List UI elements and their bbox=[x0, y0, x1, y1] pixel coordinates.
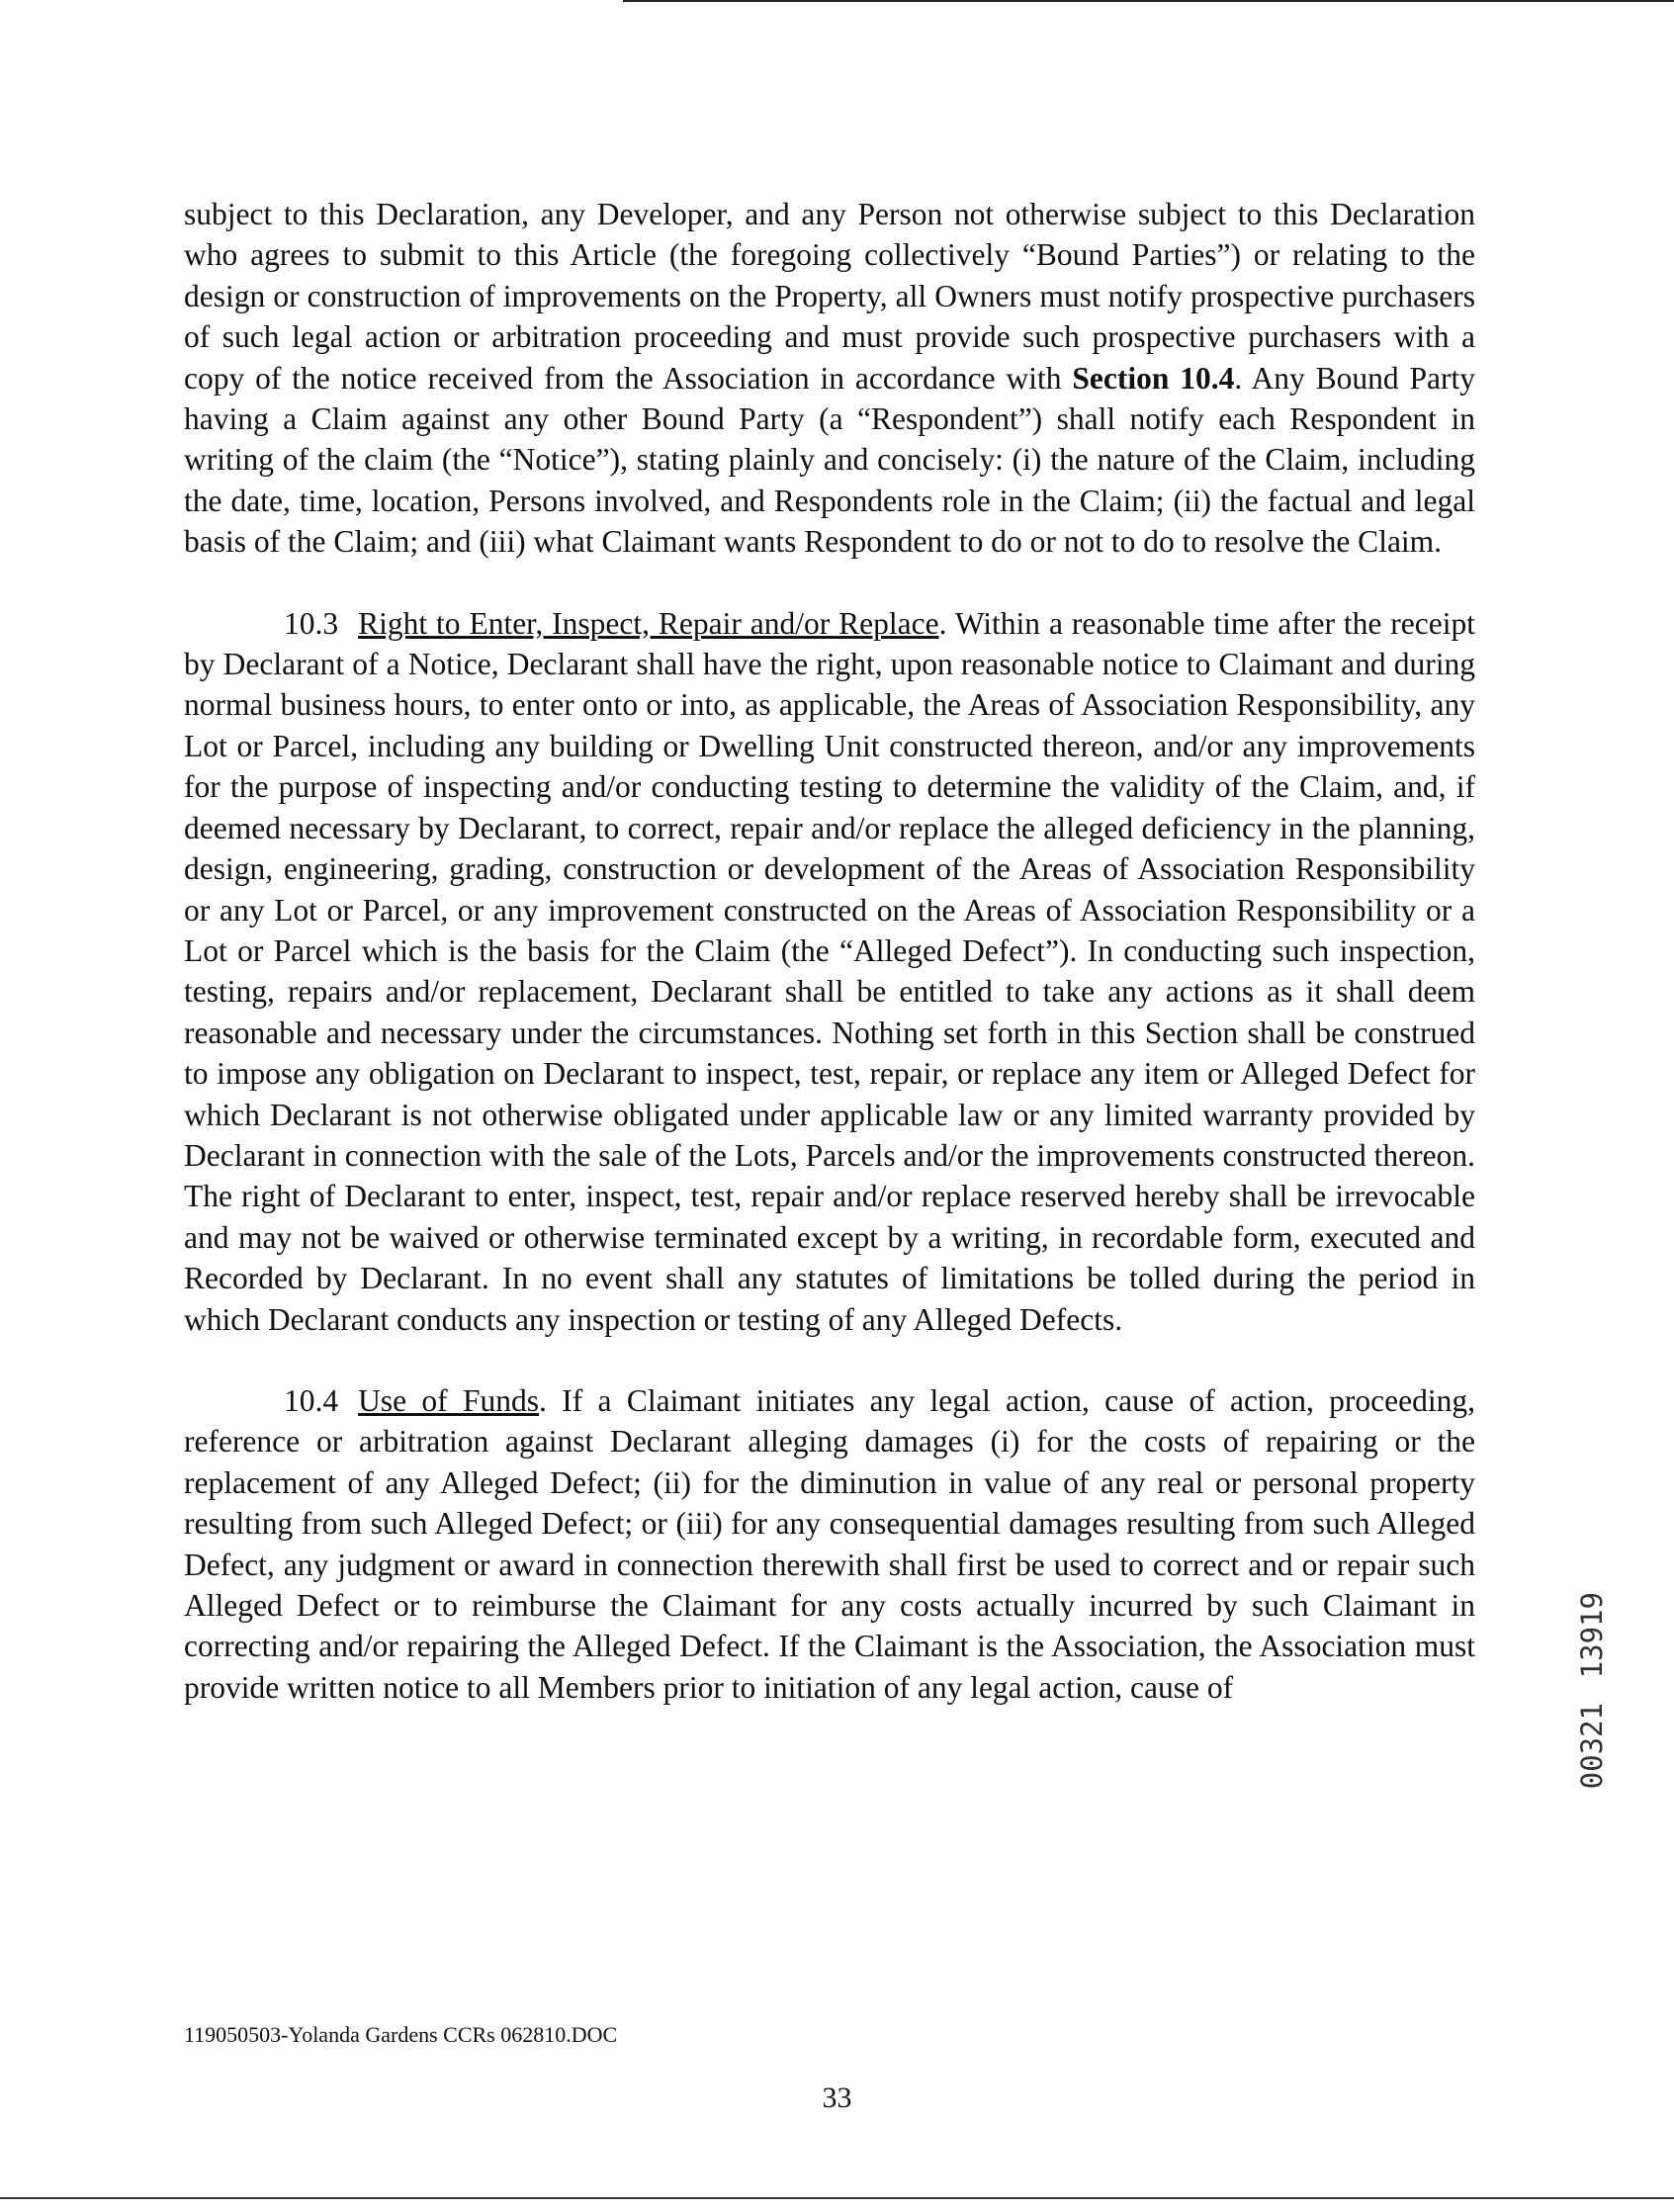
paragraph-1-rest: . Any Bound Party having a Claim against any other Bound Party (a “Respondent”) shall notify each Respondent in writing of the claim (the “Notice”), stating plainly and concisely: (i) the nature of the Claim, including the date, time, location, Persons involved, and Respondents role in the Claim; (ii) the factual and legal basis of the Claim; and (iii) what Claimant wants Respondent to do or not to do to resolve the Claim. bbox=[184, 360, 1476, 560]
page-number: 33 bbox=[822, 2081, 852, 2114]
section-reference: Section 10.4 bbox=[1072, 360, 1235, 396]
document-body bbox=[184, 194, 1475, 1708]
section-number: 10.4 bbox=[284, 1382, 339, 1418]
stamp-top: 13919 bbox=[1575, 1592, 1609, 1679]
section-10-3 bbox=[184, 603, 1475, 1340]
stamp-bottom: 00321 bbox=[1575, 1703, 1609, 1790]
section-number: 10.3 bbox=[284, 605, 339, 641]
recording-stamp bbox=[1575, 1592, 1609, 1790]
section-10-4 bbox=[184, 1380, 1475, 1708]
section-heading: Use of Funds bbox=[358, 1382, 540, 1418]
section-heading: Right to Enter, Inspect, Repair and/or Replace bbox=[358, 605, 939, 641]
section-text: . Within a reasonable time after the receipt by Declarant of a Notice, Declarant shall have the right, upon reasonable notice to Claimant and during normal business hours, to enter onto or into, as applicable, the Areas of Association Responsibility, any Lot or Parcel, including any building or Dwelling Unit constructed thereon, and/or any improvements for the purpose of inspecting and/or conducting testing to determine the validity of the Claim, and, if deemed necessary by Declarant, to correct, repair and/or replace the alleged deficiency in the planning, design, engineering, grading, construction or development of the Areas of Association Responsibility or any Lot or Parcel, or any improvement constructed on the Areas of Association Responsibility or a Lot or Parcel which is the basis for the Claim (the “Alleged Defect”). In conducting such inspection, testing, repairs and/or replacement, Declarant shall be entitled to take any actions as it shall deem reasonable and necessary under the circumstances. Nothing set forth in this Section shall be construed to impose any obligation on Declarant to inspect, test, repair, or replace any item or Alleged Defect for which Declarant is not otherwise obligated under applicable law or any limited warranty provided by Declarant in connection with the sale of the Lots, Parcels and/or the improvements constructed thereon. The right of Declarant to enter, inspect, test, repair and/or replace reserved hereby shall be irrevocable and may not be waived or otherwise terminated except by a writing, in recordable form, executed and Recorded by Declarant. In no event shall any statutes of limitations be tolled during the period in which Declarant conducts any inspection or testing of any Alleged Defects. bbox=[184, 605, 1475, 1337]
section-text: . If a Claimant initiates any legal action, cause of action, proceeding, reference or arbitration against Declarant alleging damages (i) for the costs of repairing or the replacement of any Alleged Defect; (ii) for the diminution in value of any real or personal property resulting from such Alleged Defect; or (iii) for any consequential damages resulting from such Alleged Defect, any judgment or award in connection therewith shall first be used to correct and or repair such Alleged Defect or to reimburse the Claimant for any costs actually incurred by such Claimant in correcting and/or repairing the Alleged Defect. If the Claimant is the Association, the Association must provide written notice to all Members prior to initiation of any legal action, cause of bbox=[184, 1382, 1475, 1705]
document-file-id: 119050503-Yolanda Gardens CCRs 062810.DOC bbox=[184, 2022, 618, 2047]
bottom-rule bbox=[0, 2197, 1674, 2199]
paragraph-continuation bbox=[184, 194, 1475, 563]
top-rule bbox=[623, 0, 1674, 2]
paragraph-1-text: subject to this Declaration, any Developer, and any Person not otherwise subject to this Declaration who agrees to submit to this Article (the foregoing collectively “Bound Parties”) or relating to the design or construction of improvements on the Property, all Owners must notify prospective purchasers of such legal action or arbitration proceeding and must provide such prospective purchasers with a copy of the notice received from the Association in accordance with bbox=[184, 197, 1475, 396]
